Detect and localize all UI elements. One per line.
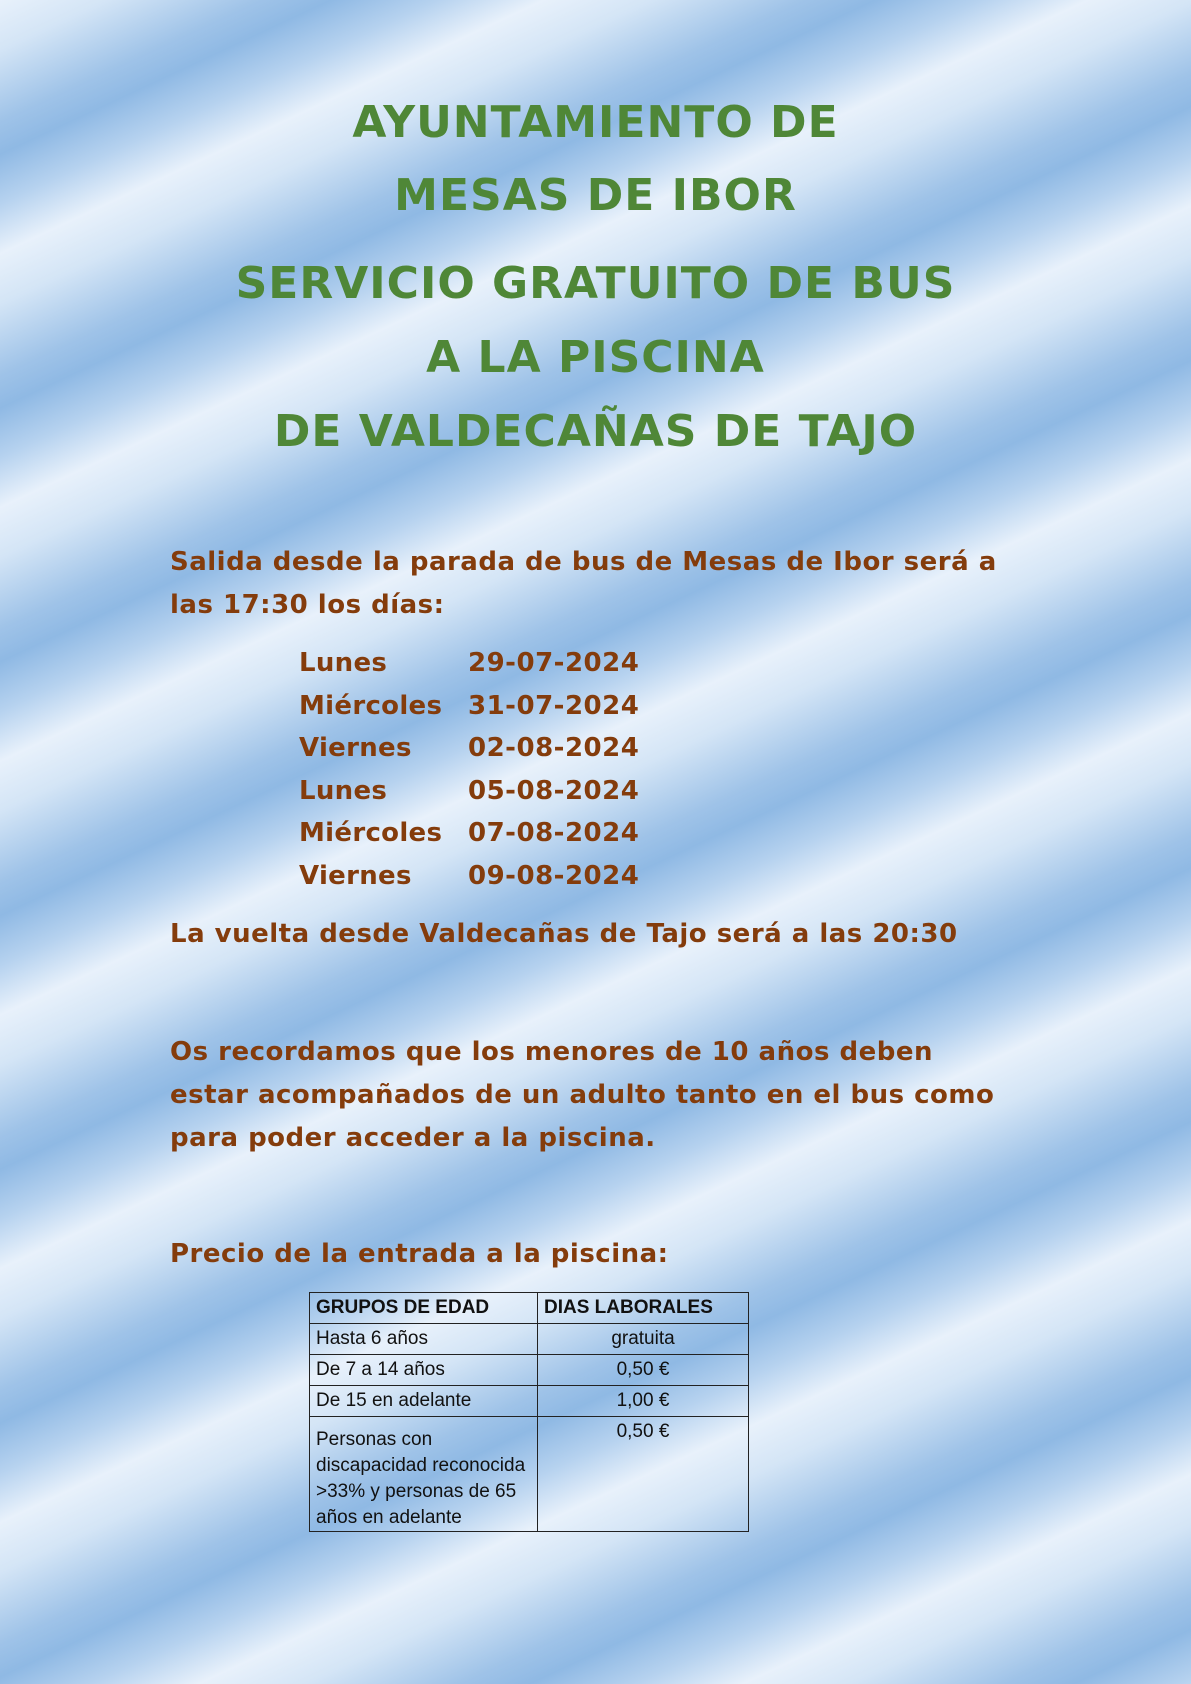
schedule-date: 29-07-2024 [468,648,640,678]
header-line-1: AYUNTAMIENTO DE [352,97,839,148]
reminder-line-3: para poder acceder a la piscina. [170,1123,656,1153]
table-header-row [310,1293,749,1324]
price-cell: 0,50 € [538,1417,749,1532]
column-header-weekday-price: DIAS LABORALES [538,1293,749,1324]
schedule-date: 07-08-2024 [468,818,640,848]
schedule-day: Viernes [299,733,412,763]
schedule-day: Miércoles [299,818,443,848]
table-row [310,1386,749,1417]
price-cell: gratuita [538,1324,749,1355]
schedule-date: 02-08-2024 [468,733,640,763]
departure-line-2: las 17:30 los días: [170,590,445,620]
schedule-day: Miércoles [299,691,443,721]
age-group-cell: De 15 en adelante [310,1386,538,1417]
age-group-cell: Hasta 6 años [310,1324,538,1355]
price-cell: 0,50 € [538,1355,749,1386]
departure-line-1: Salida desde la parada de bus de Mesas de Ibor será a [170,547,997,577]
schedule-day: Lunes [299,776,388,806]
column-header-age-group: GRUPOS DE EDAD [310,1293,538,1324]
schedule-day: Viernes [299,861,412,891]
header-line-2: MESAS DE IBOR [394,170,797,221]
schedule-date: 09-08-2024 [468,861,640,891]
title-line-3: DE VALDECAÑAS DE TAJO [273,406,918,457]
return-text: La vuelta desde Valdecañas de Tajo será a las 20:30 [170,919,958,949]
title-line-2: A LA PISCINA [426,332,765,383]
schedule-date: 31-07-2024 [468,691,640,721]
price-cell: 1,00 € [538,1386,749,1417]
schedule-date: 05-08-2024 [468,776,640,806]
table-row [310,1355,749,1386]
price-table [309,1292,749,1532]
reminder-line-1: Os recordamos que los menores de 10 años deben [170,1037,933,1067]
age-group-cell: Personas con discapacidad reconocida >33% y personas de 65 años en adelante [310,1417,538,1532]
table-row [310,1324,749,1355]
price-heading: Precio de la entrada a la piscina: [170,1239,669,1269]
title-line-1: SERVICIO GRATUITO DE BUS [235,258,956,309]
reminder-line-2: estar acompañados de un adulto tanto en el bus como [170,1080,995,1110]
schedule-day: Lunes [299,648,388,678]
age-group-cell: De 7 a 14 años [310,1355,538,1386]
table-row [310,1417,749,1532]
